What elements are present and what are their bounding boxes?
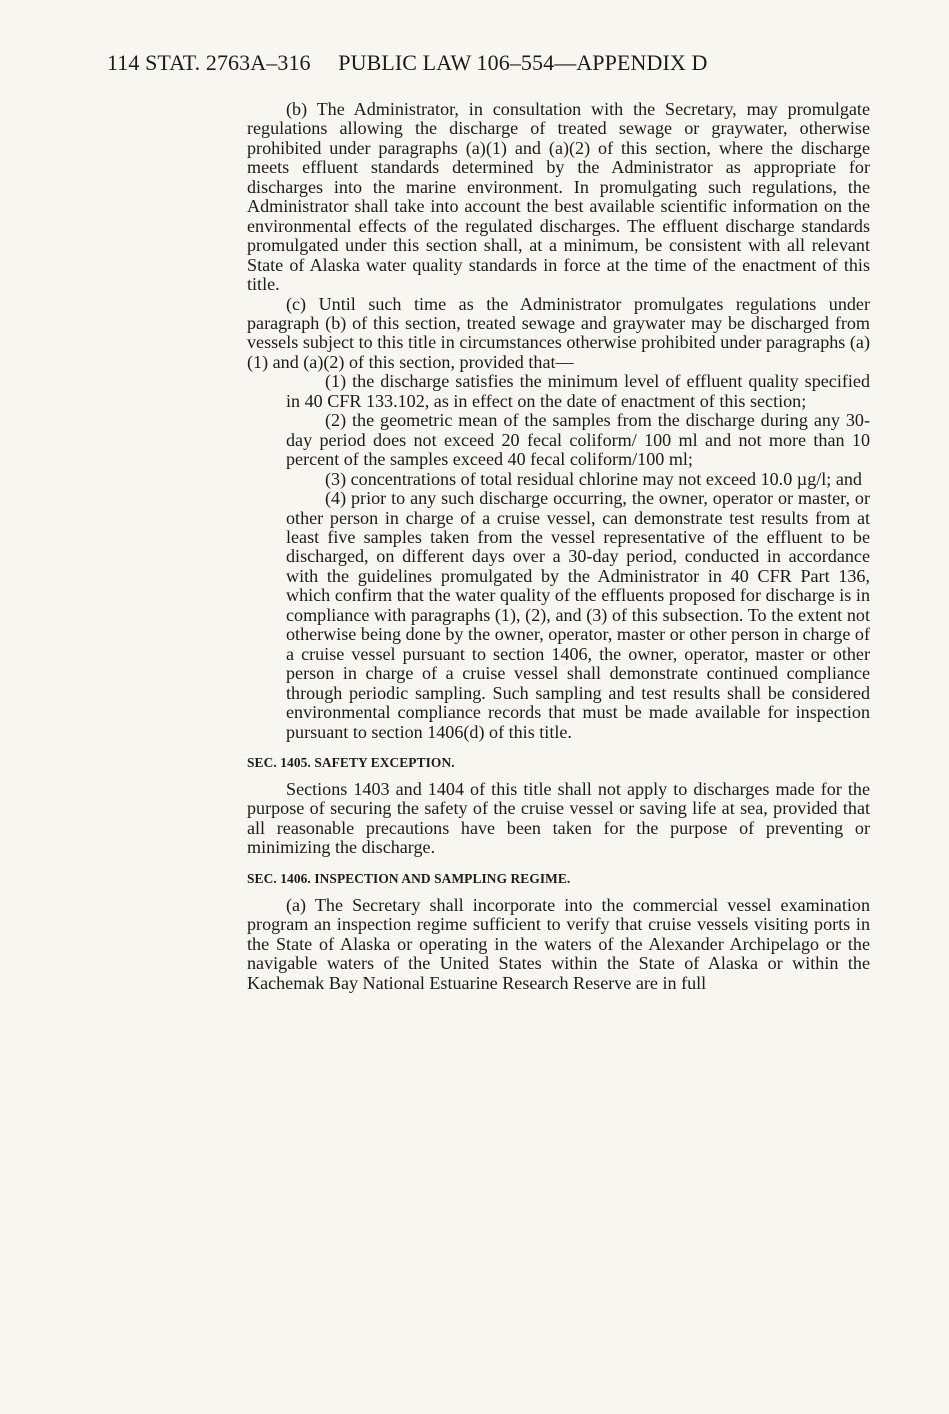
section-1405-heading: SEC. 1405. SAFETY EXCEPTION. — [247, 754, 455, 770]
page-header — [107, 50, 708, 76]
paragraph-c-4: (4) prior to any such discharge occurring, the owner, operator or master, or other person in charge of a cruise vessel, can demonstrate test results from at least five samples taken from the vessel representative of the effluent to be discharged, on different days over a 30-day period, conducted in accordance with the guidelines promulgated by the Administrator in 40 CFR Part 136, which confirm that the water quality of the effluents proposed for discharge is in compliance with paragraphs (1), (2), and (3) of this subsection. To the extent not otherwise being done by the owner, operator, master or other person in charge of a cruise vessel pursuant to section 1406, the owner, operator, master or other person in charge of a cruise vessel shall demonstrate continued compliance through periodic sampling. Such sampling and test results shall be considered environmental compliance records that must be made available for inspection pursuant to section 1406(d) of this title. — [286, 488, 870, 742]
document-body — [247, 100, 870, 993]
statute-citation: 114 STAT. 2763A–316 — [107, 50, 311, 75]
section-1405-text: Sections 1403 and 1404 of this title shall not apply to discharges made for the purpose of securing the safety of the cruise vessel or saving life at sea, provided that all reasonable precautions have been taken for the purpose of preventing or minimizing the discharge. — [247, 778, 870, 858]
section-1406-heading: SEC. 1406. INSPECTION AND SAMPLING REGIME. — [247, 870, 571, 886]
paragraph-b: (b) The Administrator, in consultation with the Secretary, may promulgate regulations allowing the discharge of treated sewage or graywater, otherwise prohibited under paragraphs (a)(1) and (a)(2) of this section, where the discharge meets effluent standards determined by the Administrator as appropriate for discharges into the marine environment. In promulgating such regulations, the Administrator shall take into account the best available scientific information on the environmental effects of the regulated discharges. The effluent discharge standards promulgated under this section shall, at a minimum, be consistent with all relevant State of Alaska water quality standards in force at the time of the enactment of this title. — [247, 99, 870, 295]
law-title: PUBLIC LAW 106–554—APPENDIX D — [338, 50, 708, 75]
paragraph-c: (c) Until such time as the Administrator promulgates regulations under paragraph (b) of this section, treated sewage and graywater may be discharged from vessels subject to this title in circumstances otherwise prohibited under paragraphs (a)(1) and (a)(2) of this section, provided that— — [247, 293, 870, 372]
section-1406-paragraph-a: (a) The Secretary shall incorporate into the commercial vessel examination program an inspection regime sufficient to verify that cruise vessels visiting ports in the State of Alaska or operating in the waters of the Alexander Archipelago or the navigable waters of the United States within the State of Alaska or within the Kachemak Bay National Estuarine Research Reserve are in full — [247, 894, 870, 993]
paragraph-c-3: (3) concentrations of total residual chlorine may not exceed 10.0 µg/l; and — [325, 468, 862, 489]
paragraph-c-1: (1) the discharge satisfies the minimum level of effluent quality specified in 40 CFR 133.102, as in effect on the date of enactment of this section; — [286, 371, 870, 411]
paragraph-c-2: (2) the geometric mean of the samples from the discharge during any 30-day period does not exceed 20 fecal coliform/ 100 ml and not more than 10 percent of the samples exceed 40 fecal coliform/100 ml; — [286, 410, 870, 470]
